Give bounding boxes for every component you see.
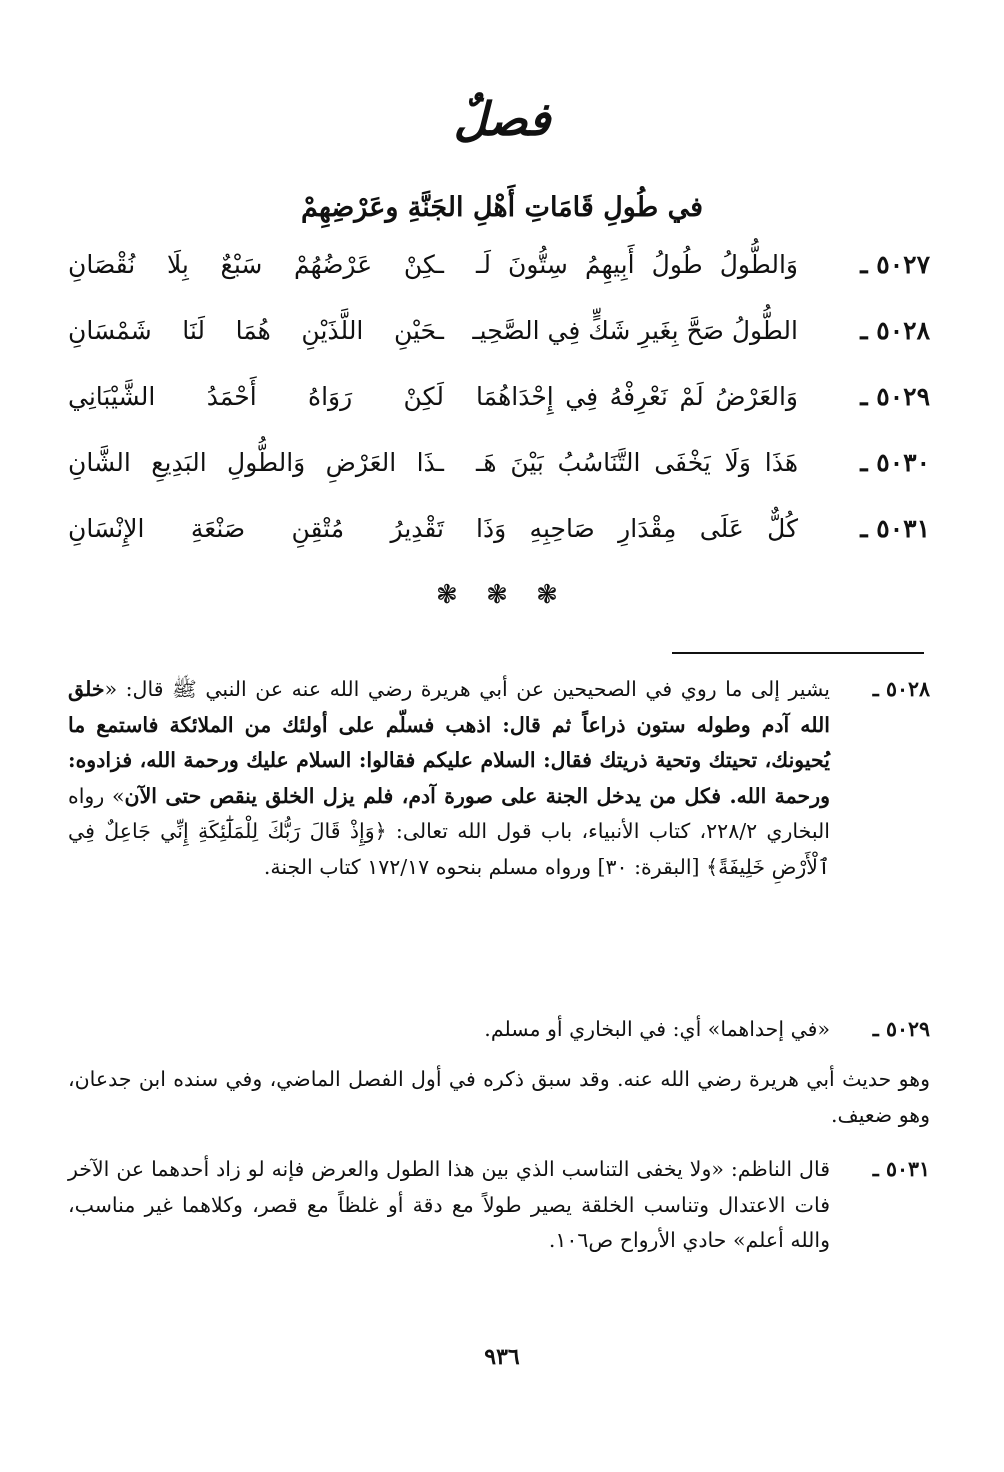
verse-number: ٥٠٣١ ـ <box>860 514 930 543</box>
footnote-body: قال الناظم: «ولا يخفى التناسب الذي بين هذا الطول والعرض فإنه لو زاد أحدهما عن الآخر فات الاعتدال وتناسب الخلقة يصير طولاً مع دقة أو غلظاً مع قصر، وكلاهما غير مناسب، والله أعلم» حادي الأرواح ص١٠٦. <box>68 1157 830 1252</box>
verse-number: ٥٠٣٠ ـ <box>860 448 930 477</box>
footnote-number: ٥٠٣١ ـ <box>872 1157 930 1181</box>
footnote-text: يشير إلى ما روي في الصحيحين عن أبي هريرة رضي الله عنه عن النبي ﷺ قال: « <box>104 677 830 701</box>
verse-5030 <box>68 448 930 488</box>
footnote-5029-continuation: وهو حديث أبي هريرة رضي الله عنه. وقد سبق ذكره في أول الفصل الماضي، وفي سنده ابن جدعان، وهو ضعيف. <box>68 1067 930 1127</box>
verse-first-hemistich: وَالطُّولُ طُولُ أَبِيهِمُ سِتُّونَ لَـ <box>476 250 798 279</box>
verse-first-hemistich: هَذَا وَلَا يَخْفَى التَّنَاسُبُ بَيْنَ هَـ <box>476 448 798 477</box>
verse-number: ٥٠٢٩ ـ <box>860 382 930 411</box>
verse-5027 <box>68 250 930 290</box>
hadith-text: خلق الله آدم وطوله ستون ذراعاً ثم قال: اذهب فسلّم على أولئك من الملائكة فاستمع ما يُحيونك، تحيتك وتحية ذريتك فقال: السلام عليكم فقالوا: السلام عليك ورحمة الله، فزادوه: ورحمة الله. فكل من يدخل الجنة على صورة آدم، فلم يزل الخلق ينقص حتى الآن <box>68 677 830 808</box>
footnote-5028 <box>68 672 930 885</box>
verse-first-hemistich: وَالعَرْضُ لَمْ نَعْرِفْهُ فِي إِحْدَاهُمَا <box>476 382 798 411</box>
page-number: ٩٣٦ <box>484 1344 520 1370</box>
verse-5028 <box>68 316 930 356</box>
section-separator: ❃ ❃ ❃ <box>436 580 568 610</box>
footnote-number: ٥٠٢٩ ـ <box>872 1017 930 1041</box>
verse-5029 <box>68 382 930 422</box>
footnote-body: «في إحداهما» أي: في البخاري أو مسلم. <box>484 1017 830 1041</box>
section-subtitle: في طُولِ قَامَاتِ أَهْلِ الجَنَّةِ وعَرْضِهِمْ <box>300 192 704 223</box>
footnote-5029 <box>68 1012 930 1048</box>
footnote-5031 <box>68 1152 930 1259</box>
verse-5031 <box>68 514 930 554</box>
footnote-text: » رواه البخاري ٢٢٨/٢، كتاب الأنبياء، باب قول الله تعالى: ﴿وَإِذْ قَالَ رَبُّكَ لِلْمَلَٰٓئِكَةِ إِنِّي جَاعِلٌ فِي ٱلْأَرْضِ خَلِيفَةً﴾ [البقرة: ٣٠] ورواه مسلم بنحوه ١٧٢/١٧ كتاب الجنة. <box>68 783 830 879</box>
section-heading: فصلٌ <box>453 92 551 146</box>
verse-second-hemistich: تَقْدِيرُ مُتْقِنِ صَنْعَةِ الإِنْسَانِ <box>68 514 444 543</box>
verse-first-hemistich: الطُّولُ صَحَّ بِغَيرِ شَكٍّ فِي الصَّحِيـ <box>472 316 798 345</box>
verse-second-hemistich: ـكِنْ عَرْضُهُمْ سَبْعٌ بِلَا نُقْصَانِ <box>68 250 444 279</box>
verse-number: ٥٠٢٧ ـ <box>860 250 930 279</box>
verse-number: ٥٠٢٨ ـ <box>860 316 930 345</box>
footnote-rule <box>672 652 924 654</box>
verse-second-hemistich: ـذَا العَرْضِ وَالطُّولِ البَدِيعِ الشَّانِ <box>68 448 444 477</box>
verse-second-hemistich: لَكِنْ رَوَاهُ أَحْمَدُ الشَّيْبَانِي <box>68 382 444 411</box>
footnote-number: ٥٠٢٨ ـ <box>872 677 930 701</box>
verse-first-hemistich: كُلٌّ عَلَى مِقْدَارِ صَاحِبِهِ وَذَا <box>476 514 798 543</box>
footnote-body <box>68 672 830 885</box>
verse-second-hemistich: ـحَيْنِ اللَّذَيْنِ هُمَا لَنَا شَمْسَانِ <box>68 316 444 345</box>
